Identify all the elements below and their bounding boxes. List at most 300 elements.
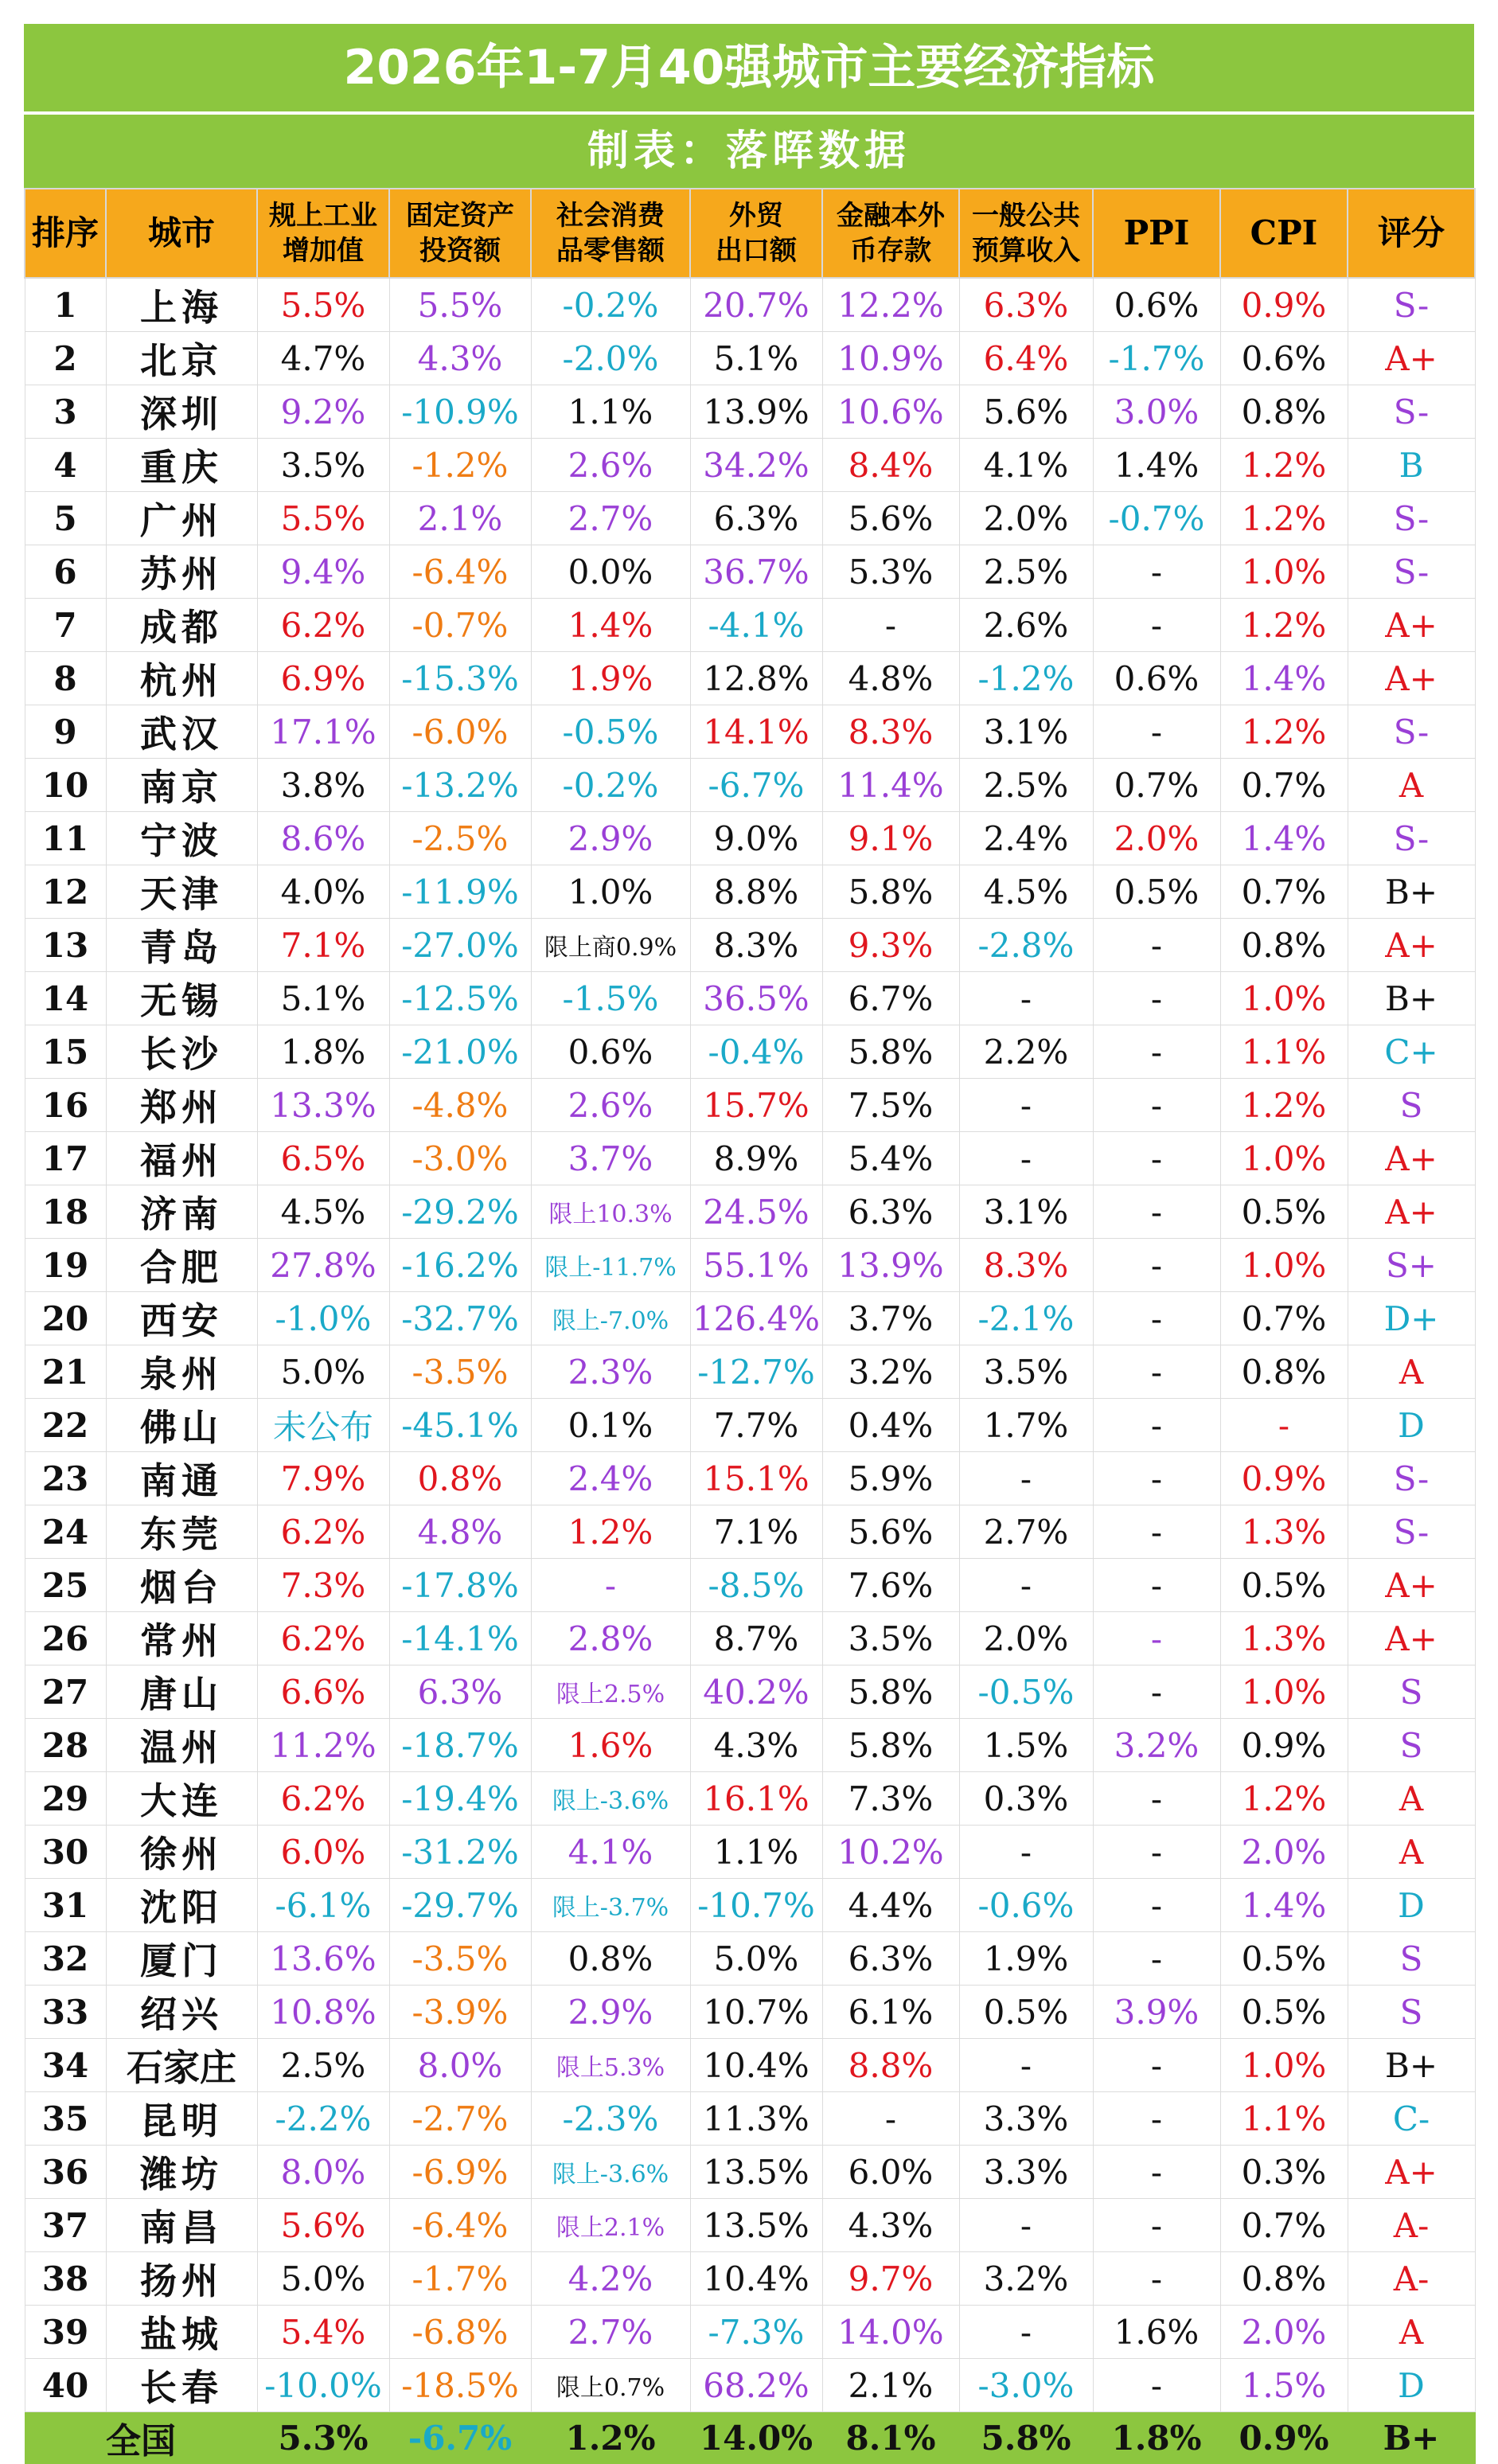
rank-cell: 3	[25, 385, 106, 439]
table-cell: 0.9%	[1220, 1452, 1348, 1505]
table-cell: A+	[1348, 1132, 1475, 1185]
rank-cell: 31	[25, 1879, 106, 1932]
rank-cell: 20	[25, 1292, 106, 1345]
city-cell: 福州	[106, 1132, 257, 1185]
table-cell: 1.9%	[959, 1932, 1093, 1986]
city-cell: 西安	[106, 1292, 257, 1345]
table-row	[25, 812, 1475, 865]
rank-cell: 25	[25, 1559, 106, 1612]
table-cell: -6.7%	[690, 759, 822, 812]
table-cell: 6.7%	[822, 972, 959, 1025]
table-cell: 3.5%	[257, 439, 389, 492]
table-cell: 11.4%	[822, 759, 959, 812]
table-cell: -4.1%	[690, 599, 822, 652]
table-cell: -6.4%	[389, 2199, 531, 2252]
table-cell: -6.4%	[389, 545, 531, 599]
rank-cell: 30	[25, 1826, 106, 1879]
table-cell: D	[1348, 1879, 1475, 1932]
rank-cell: 10	[25, 759, 106, 812]
table-cell: 4.1%	[531, 1826, 690, 1879]
table-cell: 0.3%	[1220, 2146, 1348, 2199]
column-header-line1: 规上工业	[269, 200, 377, 232]
table-cell: 17.1%	[257, 705, 389, 759]
table-cell: -	[1093, 972, 1220, 1025]
table-cell: 2.9%	[531, 1986, 690, 2039]
table-cell: -12.5%	[389, 972, 531, 1025]
table-cell: -18.5%	[389, 2359, 531, 2412]
table-cell: 3.1%	[959, 705, 1093, 759]
rank-cell: 34	[25, 2039, 106, 2092]
rank-cell: 29	[25, 1772, 106, 1826]
table-cell: -6.8%	[389, 2306, 531, 2359]
table-cell: A+	[1348, 2146, 1475, 2199]
table-cell: 0.5%	[959, 1986, 1093, 2039]
table-cell: 2.6%	[959, 599, 1093, 652]
table-cell: 3.5%	[959, 1345, 1093, 1399]
table-cell: 5.1%	[690, 332, 822, 385]
city-cell: 长春	[106, 2359, 257, 2412]
column-header-line1: 一般公共	[972, 200, 1080, 232]
rank-cell: 2	[25, 332, 106, 385]
table-cell: 3.7%	[822, 1292, 959, 1345]
table-cell: 10.2%	[822, 1826, 959, 1879]
table-cell: 9.3%	[822, 919, 959, 972]
table-cell: 1.2%	[1220, 492, 1348, 545]
table-cell: 1.0%	[1220, 2039, 1348, 2092]
table-cell: 3.3%	[959, 2146, 1093, 2199]
column-header	[106, 189, 257, 278]
rank-cell: 21	[25, 1345, 106, 1399]
table-cell: 4.3%	[822, 2199, 959, 2252]
rank-cell: 8	[25, 652, 106, 705]
rank-cell: 6	[25, 545, 106, 599]
table-cell: -1.0%	[257, 1292, 389, 1345]
table-cell: 55.1%	[690, 1239, 822, 1292]
table-cell: 1.8%	[1093, 2412, 1220, 2464]
table-cell: -	[1093, 1399, 1220, 1452]
table-cell: S-	[1348, 385, 1475, 439]
table-cell: 9.7%	[822, 2252, 959, 2306]
table-cell: -16.2%	[389, 1239, 531, 1292]
table-cell: -1.7%	[1093, 332, 1220, 385]
city-cell: 杭州	[106, 652, 257, 705]
table-cell: D	[1348, 1399, 1475, 1452]
table-cell: 5.9%	[822, 1452, 959, 1505]
table-cell: 1.8%	[257, 1025, 389, 1079]
column-header	[1093, 189, 1220, 278]
table-cell: 1.1%	[690, 1826, 822, 1879]
table-cell: 2.4%	[531, 1452, 690, 1505]
table-cell: -	[1093, 1879, 1220, 1932]
table-cell: -13.2%	[389, 759, 531, 812]
table-cell: -	[959, 1452, 1093, 1505]
table-cell: 11.3%	[690, 2092, 822, 2146]
column-header	[690, 189, 822, 278]
table-cell: 4.5%	[257, 1185, 389, 1239]
table-cell: A+	[1348, 1612, 1475, 1665]
table-cell: 2.3%	[531, 1345, 690, 1399]
table-cell: 1.0%	[1220, 545, 1348, 599]
table-cell: 5.1%	[257, 972, 389, 1025]
table-cell: 4.3%	[690, 1719, 822, 1772]
table-row	[25, 1452, 1475, 1505]
table-cell: -	[822, 599, 959, 652]
table-cell: 1.4%	[531, 599, 690, 652]
table-row	[25, 2252, 1475, 2306]
rank-cell: 38	[25, 2252, 106, 2306]
table-row	[25, 1079, 1475, 1132]
table-cell: 10.4%	[690, 2252, 822, 2306]
table-cell: -1.2%	[389, 439, 531, 492]
rank-cell: 7	[25, 599, 106, 652]
table-cell: 9.0%	[690, 812, 822, 865]
rank-cell: 28	[25, 1719, 106, 1772]
city-cell: 常州	[106, 1612, 257, 1665]
table-cell: -10.7%	[690, 1879, 822, 1932]
table-cell: 20.7%	[690, 278, 822, 332]
table-cell: 5.3%	[822, 545, 959, 599]
column-header-line2: 投资额	[419, 235, 501, 267]
column-header-line1: 社会消费	[556, 200, 665, 232]
table-cell: S-	[1348, 812, 1475, 865]
table-cell: 27.8%	[257, 1239, 389, 1292]
table-cell: 1.7%	[959, 1399, 1093, 1452]
table-cell: 0.0%	[531, 545, 690, 599]
table-cell: 7.3%	[257, 1559, 389, 1612]
city-cell: 厦门	[106, 1932, 257, 1986]
table-cell: -	[1093, 1932, 1220, 1986]
table-cell: A+	[1348, 599, 1475, 652]
table-cell: 1.4%	[1220, 1879, 1348, 1932]
table-cell: 3.0%	[1093, 385, 1220, 439]
table-cell: 7.3%	[822, 1772, 959, 1826]
table-cell: -2.7%	[389, 2092, 531, 2146]
table-body	[25, 278, 1475, 2464]
table-cell: 5.5%	[257, 492, 389, 545]
rank-cell: 17	[25, 1132, 106, 1185]
table-row	[25, 652, 1475, 705]
header-row	[25, 189, 1475, 278]
table-cell: 1.2%	[531, 1505, 690, 1559]
rank-cell: 1	[25, 278, 106, 332]
table-cell: -2.0%	[531, 332, 690, 385]
rank-cell: 33	[25, 1986, 106, 2039]
table-row	[25, 865, 1475, 919]
table-cell: 2.6%	[531, 439, 690, 492]
table-cell: 7.7%	[690, 1399, 822, 1452]
table-cell: 10.8%	[257, 1986, 389, 2039]
rank-cell: 18	[25, 1185, 106, 1239]
table-cell: 限上0.7%	[531, 2359, 690, 2412]
table-cell: 15.1%	[690, 1452, 822, 1505]
table-cell: 126.4%	[690, 1292, 822, 1345]
table-cell: 5.0%	[257, 1345, 389, 1399]
city-cell: 佛山	[106, 1399, 257, 1452]
table-cell: 1.0%	[1220, 1665, 1348, 1719]
table-cell: -7.3%	[690, 2306, 822, 2359]
city-cell: 深圳	[106, 385, 257, 439]
table-cell: -	[1093, 1132, 1220, 1185]
column-header-line1: 排序	[31, 213, 99, 252]
table-cell: 40.2%	[690, 1665, 822, 1719]
table-cell: -4.8%	[389, 1079, 531, 1132]
table-cell: D	[1348, 2359, 1475, 2412]
table-cell: 3.1%	[959, 1185, 1093, 1239]
table-cell: 2.8%	[531, 1612, 690, 1665]
table-cell: S	[1348, 1719, 1475, 1772]
table-cell: S	[1348, 1665, 1475, 1719]
column-header	[1220, 189, 1348, 278]
table-cell: -	[1093, 2199, 1220, 2252]
table-cell: 13.6%	[257, 1932, 389, 1986]
table-cell: 13.5%	[690, 2199, 822, 2252]
table-cell: 5.6%	[959, 385, 1093, 439]
table-cell: 限上-7.0%	[531, 1292, 690, 1345]
table-cell: S-	[1348, 1452, 1475, 1505]
table-cell: -	[959, 1132, 1093, 1185]
table-cell: -	[959, 1826, 1093, 1879]
table-cell: 3.2%	[822, 1345, 959, 1399]
table-cell: -27.0%	[389, 919, 531, 972]
table-cell: -	[1093, 1665, 1220, 1719]
table-cell: 5.4%	[822, 1132, 959, 1185]
table-cell: S-	[1348, 278, 1475, 332]
table-cell: -	[1093, 1505, 1220, 1559]
table-cell: S	[1348, 1932, 1475, 1986]
table-cell: A-	[1348, 2199, 1475, 2252]
table-cell: 8.7%	[690, 1612, 822, 1665]
table-row	[25, 2199, 1475, 2252]
table-row	[25, 919, 1475, 972]
rank-cell: 9	[25, 705, 106, 759]
table-cell: 5.8%	[822, 1719, 959, 1772]
city-cell: 青岛	[106, 919, 257, 972]
table-row	[25, 1719, 1475, 1772]
table-cell: 2.7%	[531, 2306, 690, 2359]
table-cell: 2.7%	[531, 492, 690, 545]
table-cell: 限上商0.9%	[531, 919, 690, 972]
table-cell: -	[1093, 1452, 1220, 1505]
table-cell: 限上10.3%	[531, 1185, 690, 1239]
table-row	[25, 1185, 1475, 1239]
table-cell: 2.0%	[1093, 812, 1220, 865]
table-cell: A+	[1348, 652, 1475, 705]
table-cell: -2.5%	[389, 812, 531, 865]
city-cell: 石家庄	[106, 2039, 257, 2092]
table-cell: 0.6%	[1093, 652, 1220, 705]
table-cell: 1.0%	[531, 865, 690, 919]
table-cell: S-	[1348, 1505, 1475, 1559]
table-row	[25, 439, 1475, 492]
city-cell: 烟台	[106, 1559, 257, 1612]
table-cell: 2.7%	[959, 1505, 1093, 1559]
table-cell: 10.9%	[822, 332, 959, 385]
rank-cell: 11	[25, 812, 106, 865]
table-cell: 0.8%	[531, 1932, 690, 1986]
table-cell: A+	[1348, 1559, 1475, 1612]
table-cell: -19.4%	[389, 1772, 531, 1826]
table-cell: 2.0%	[1220, 2306, 1348, 2359]
rank-cell: 12	[25, 865, 106, 919]
table-cell: 3.2%	[1093, 1719, 1220, 1772]
table-cell: 6.5%	[257, 1132, 389, 1185]
table-cell: -	[1093, 1025, 1220, 1079]
table-row	[25, 492, 1475, 545]
column-header-line2: 出口额	[716, 235, 797, 267]
table-cell: -6.9%	[389, 2146, 531, 2199]
table-cell: 1.0%	[1220, 1239, 1348, 1292]
rank-cell: 16	[25, 1079, 106, 1132]
total-label: 全国	[25, 2412, 257, 2464]
table-cell: 0.5%	[1220, 1986, 1348, 2039]
table-cell: -	[959, 1559, 1093, 1612]
table-cell: 限上-3.6%	[531, 1772, 690, 1826]
rank-cell: 15	[25, 1025, 106, 1079]
table-cell: 4.4%	[822, 1879, 959, 1932]
table-cell: 8.0%	[257, 2146, 389, 2199]
city-cell: 徐州	[106, 1826, 257, 1879]
table-cell: 36.5%	[690, 972, 822, 1025]
table-cell: B+	[1348, 972, 1475, 1025]
city-cell: 沈阳	[106, 1879, 257, 1932]
table-frame	[24, 24, 1474, 2462]
table-cell: 限上-3.7%	[531, 1879, 690, 1932]
column-header-line1: PPI	[1123, 213, 1190, 252]
table-cell: 2.5%	[959, 759, 1093, 812]
table-cell: 6.3%	[822, 1932, 959, 1986]
table-cell: 1.6%	[531, 1719, 690, 1772]
rank-cell: 32	[25, 1932, 106, 1986]
city-cell: 武汉	[106, 705, 257, 759]
table-row	[25, 1826, 1475, 1879]
table-cell: 1.9%	[531, 652, 690, 705]
table-row	[25, 1132, 1475, 1185]
table-cell: -	[1093, 1345, 1220, 1399]
table-cell: 4.7%	[257, 332, 389, 385]
table-cell: -14.1%	[389, 1612, 531, 1665]
table-cell: 7.1%	[690, 1505, 822, 1559]
table-cell: 5.0%	[257, 2252, 389, 2306]
table-cell: -	[1093, 1612, 1220, 1665]
table-cell: D+	[1348, 1292, 1475, 1345]
column-header	[822, 189, 959, 278]
table-cell: 10.4%	[690, 2039, 822, 2092]
rank-cell: 27	[25, 1665, 106, 1719]
table-cell: 1.3%	[1220, 1612, 1348, 1665]
table-cell: 4.3%	[389, 332, 531, 385]
table-cell: 1.1%	[1220, 1025, 1348, 1079]
table-cell: 1.1%	[1220, 2092, 1348, 2146]
city-cell: 盐城	[106, 2306, 257, 2359]
column-header-line1: 金融本外	[837, 200, 945, 232]
table-cell: S	[1348, 1079, 1475, 1132]
table-cell: -0.2%	[531, 278, 690, 332]
rank-cell: 40	[25, 2359, 106, 2412]
table-row	[25, 1345, 1475, 1399]
city-cell: 温州	[106, 1719, 257, 1772]
table-cell: 5.8%	[822, 1665, 959, 1719]
table-cell: 6.9%	[257, 652, 389, 705]
total-row	[25, 2412, 1475, 2464]
rank-cell: 14	[25, 972, 106, 1025]
table-cell: 8.3%	[959, 1239, 1093, 1292]
table-row	[25, 1399, 1475, 1452]
table-row	[25, 2039, 1475, 2092]
table-cell: A	[1348, 1772, 1475, 1826]
city-cell: 南昌	[106, 2199, 257, 2252]
city-cell: 天津	[106, 865, 257, 919]
table-cell: 0.6%	[531, 1025, 690, 1079]
table-cell: 1.3%	[1220, 1505, 1348, 1559]
table-cell: -29.2%	[389, 1185, 531, 1239]
table-row	[25, 972, 1475, 1025]
table-cell: 0.9%	[1220, 1719, 1348, 1772]
table-cell: 6.4%	[959, 332, 1093, 385]
table-cell: 0.8%	[1220, 2252, 1348, 2306]
table-cell: 1.4%	[1220, 812, 1348, 865]
column-header-line2: 币存款	[850, 235, 931, 267]
column-header	[25, 189, 106, 278]
table-cell: -21.0%	[389, 1025, 531, 1079]
table-cell: 8.8%	[822, 2039, 959, 2092]
table-cell: A+	[1348, 332, 1475, 385]
table-row	[25, 1665, 1475, 1719]
table-cell: -11.9%	[389, 865, 531, 919]
city-cell: 南京	[106, 759, 257, 812]
table-cell: -	[1220, 1399, 1348, 1452]
table-cell: 6.2%	[257, 1612, 389, 1665]
column-header	[531, 189, 690, 278]
rank-cell: 35	[25, 2092, 106, 2146]
table-cell: 0.8%	[1220, 919, 1348, 972]
table-cell: -	[959, 2039, 1093, 2092]
table-cell: 6.2%	[257, 1505, 389, 1559]
table-cell: -0.2%	[531, 759, 690, 812]
indicator-table	[24, 188, 1476, 2464]
table-cell: 5.8%	[822, 1025, 959, 1079]
city-cell: 重庆	[106, 439, 257, 492]
table-cell: -	[1093, 545, 1220, 599]
table-row	[25, 1292, 1475, 1345]
table-cell: 8.1%	[822, 2412, 959, 2464]
table-row	[25, 1505, 1475, 1559]
table-row	[25, 332, 1475, 385]
table-cell: -	[1093, 919, 1220, 972]
table-cell: 9.2%	[257, 385, 389, 439]
table-cell: 68.2%	[690, 2359, 822, 2412]
table-cell: 7.9%	[257, 1452, 389, 1505]
table-cell: C-	[1348, 2092, 1475, 2146]
table-cell: 8.3%	[690, 919, 822, 972]
table-row	[25, 705, 1475, 759]
table-cell: 5.3%	[257, 2412, 389, 2464]
table-cell: 5.4%	[257, 2306, 389, 2359]
table-cell: 8.8%	[690, 865, 822, 919]
table-cell: -45.1%	[389, 1399, 531, 1452]
table-cell: 2.0%	[1220, 1826, 1348, 1879]
table-cell: -	[531, 1559, 690, 1612]
table-cell: 1.0%	[1220, 972, 1348, 1025]
table-row	[25, 1986, 1475, 2039]
table-cell: 1.1%	[531, 385, 690, 439]
table-cell: 6.3%	[389, 1665, 531, 1719]
city-cell: 合肥	[106, 1239, 257, 1292]
column-header	[257, 189, 389, 278]
table-cell: -1.2%	[959, 652, 1093, 705]
column-header-line2: 增加值	[283, 235, 364, 267]
rank-cell: 19	[25, 1239, 106, 1292]
table-cell: A	[1348, 2306, 1475, 2359]
